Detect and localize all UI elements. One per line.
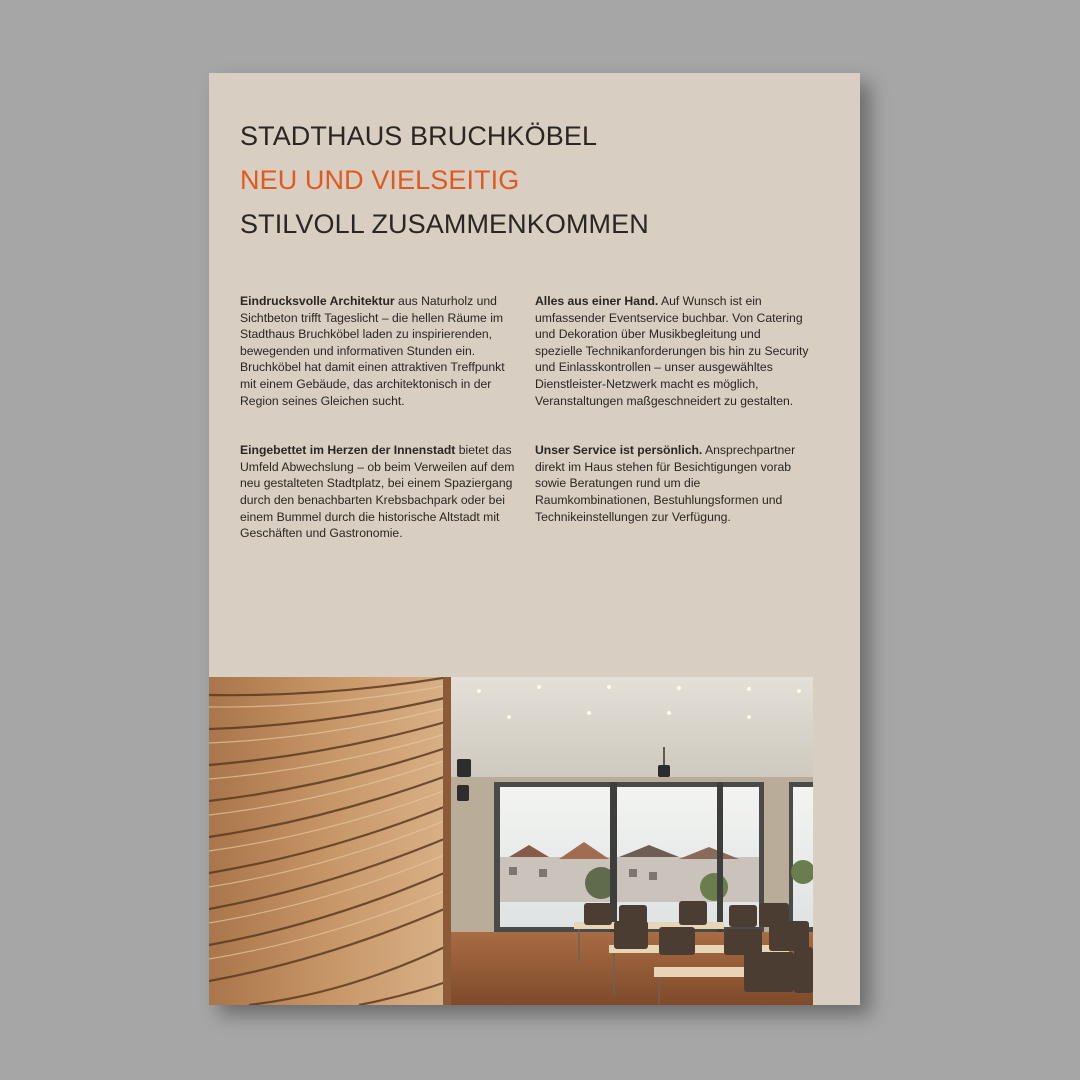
paragraph-personal bbox=[535, 442, 810, 525]
paragraph-lead: Eingebettet im Herzen der Innenstadt bbox=[240, 443, 456, 458]
left-text-column bbox=[240, 293, 515, 575]
paragraph-service bbox=[535, 293, 810, 409]
paragraph-body: aus Naturholz und Sichtbeton trifft Tageslicht – die hellen Räume im Stadthaus Bruchköbel laden zu inspirierenden, bewegenden und informativen Stunden ein. Bruchköbel hat damit einen attraktiven Treffpunkt mit einem Gebäude, das architektonisch in der Region seines Gleichen sucht. bbox=[240, 294, 505, 408]
paragraph-lead: Alles aus einer Hand. bbox=[535, 294, 659, 308]
headline-subtitle: STILVOLL ZUSAMMENKOMMEN bbox=[240, 209, 649, 239]
paragraph-body: bietet das Umfeld Abwechslung – ob beim Verweilen auf dem neu gestalteten Stadtplatz, bei einem Spaziergang durch den benachbarten Krebsbachpark oder bei einem Bummel durch die historische Altstadt mit Geschäften und Gastronomie. bbox=[240, 443, 515, 541]
headline bbox=[240, 114, 649, 246]
interior-photo-illustration bbox=[209, 677, 813, 1005]
paragraph-lead: Unser Service ist persönlich. bbox=[535, 443, 703, 458]
paragraph-architecture bbox=[240, 293, 515, 409]
headline-title: STADTHAUS BRUCHKÖBEL bbox=[240, 121, 598, 151]
right-text-column bbox=[535, 293, 810, 558]
brochure-page bbox=[209, 73, 860, 1005]
headline-accent: NEU UND VIELSEITIG bbox=[240, 165, 520, 195]
paragraph-lead: Eindrucksvolle Architektur bbox=[240, 294, 395, 308]
interior-photo bbox=[209, 677, 813, 1005]
paragraph-body: Ansprechpartner direkt im Haus stehen für Besichtigungen vorab sowie Beratungen rund um die Raumkombinationen, Bestuhlungsformen und Technikeinstellungen zur Verfügung. bbox=[535, 443, 796, 524]
paragraph-body: Auf Wunsch ist ein umfassender Eventservice buchbar. Von Catering und Dekoration über Musikbegleitung und spezielle Technikanforderungen bis hin zu Security und Einlasskontrollen – unser ausgewähltes Dienstleister-Netzwerk macht es möglich, Veranstaltungen maßgeschneidert zu gestalten. bbox=[535, 294, 809, 408]
paragraph-location bbox=[240, 442, 515, 542]
